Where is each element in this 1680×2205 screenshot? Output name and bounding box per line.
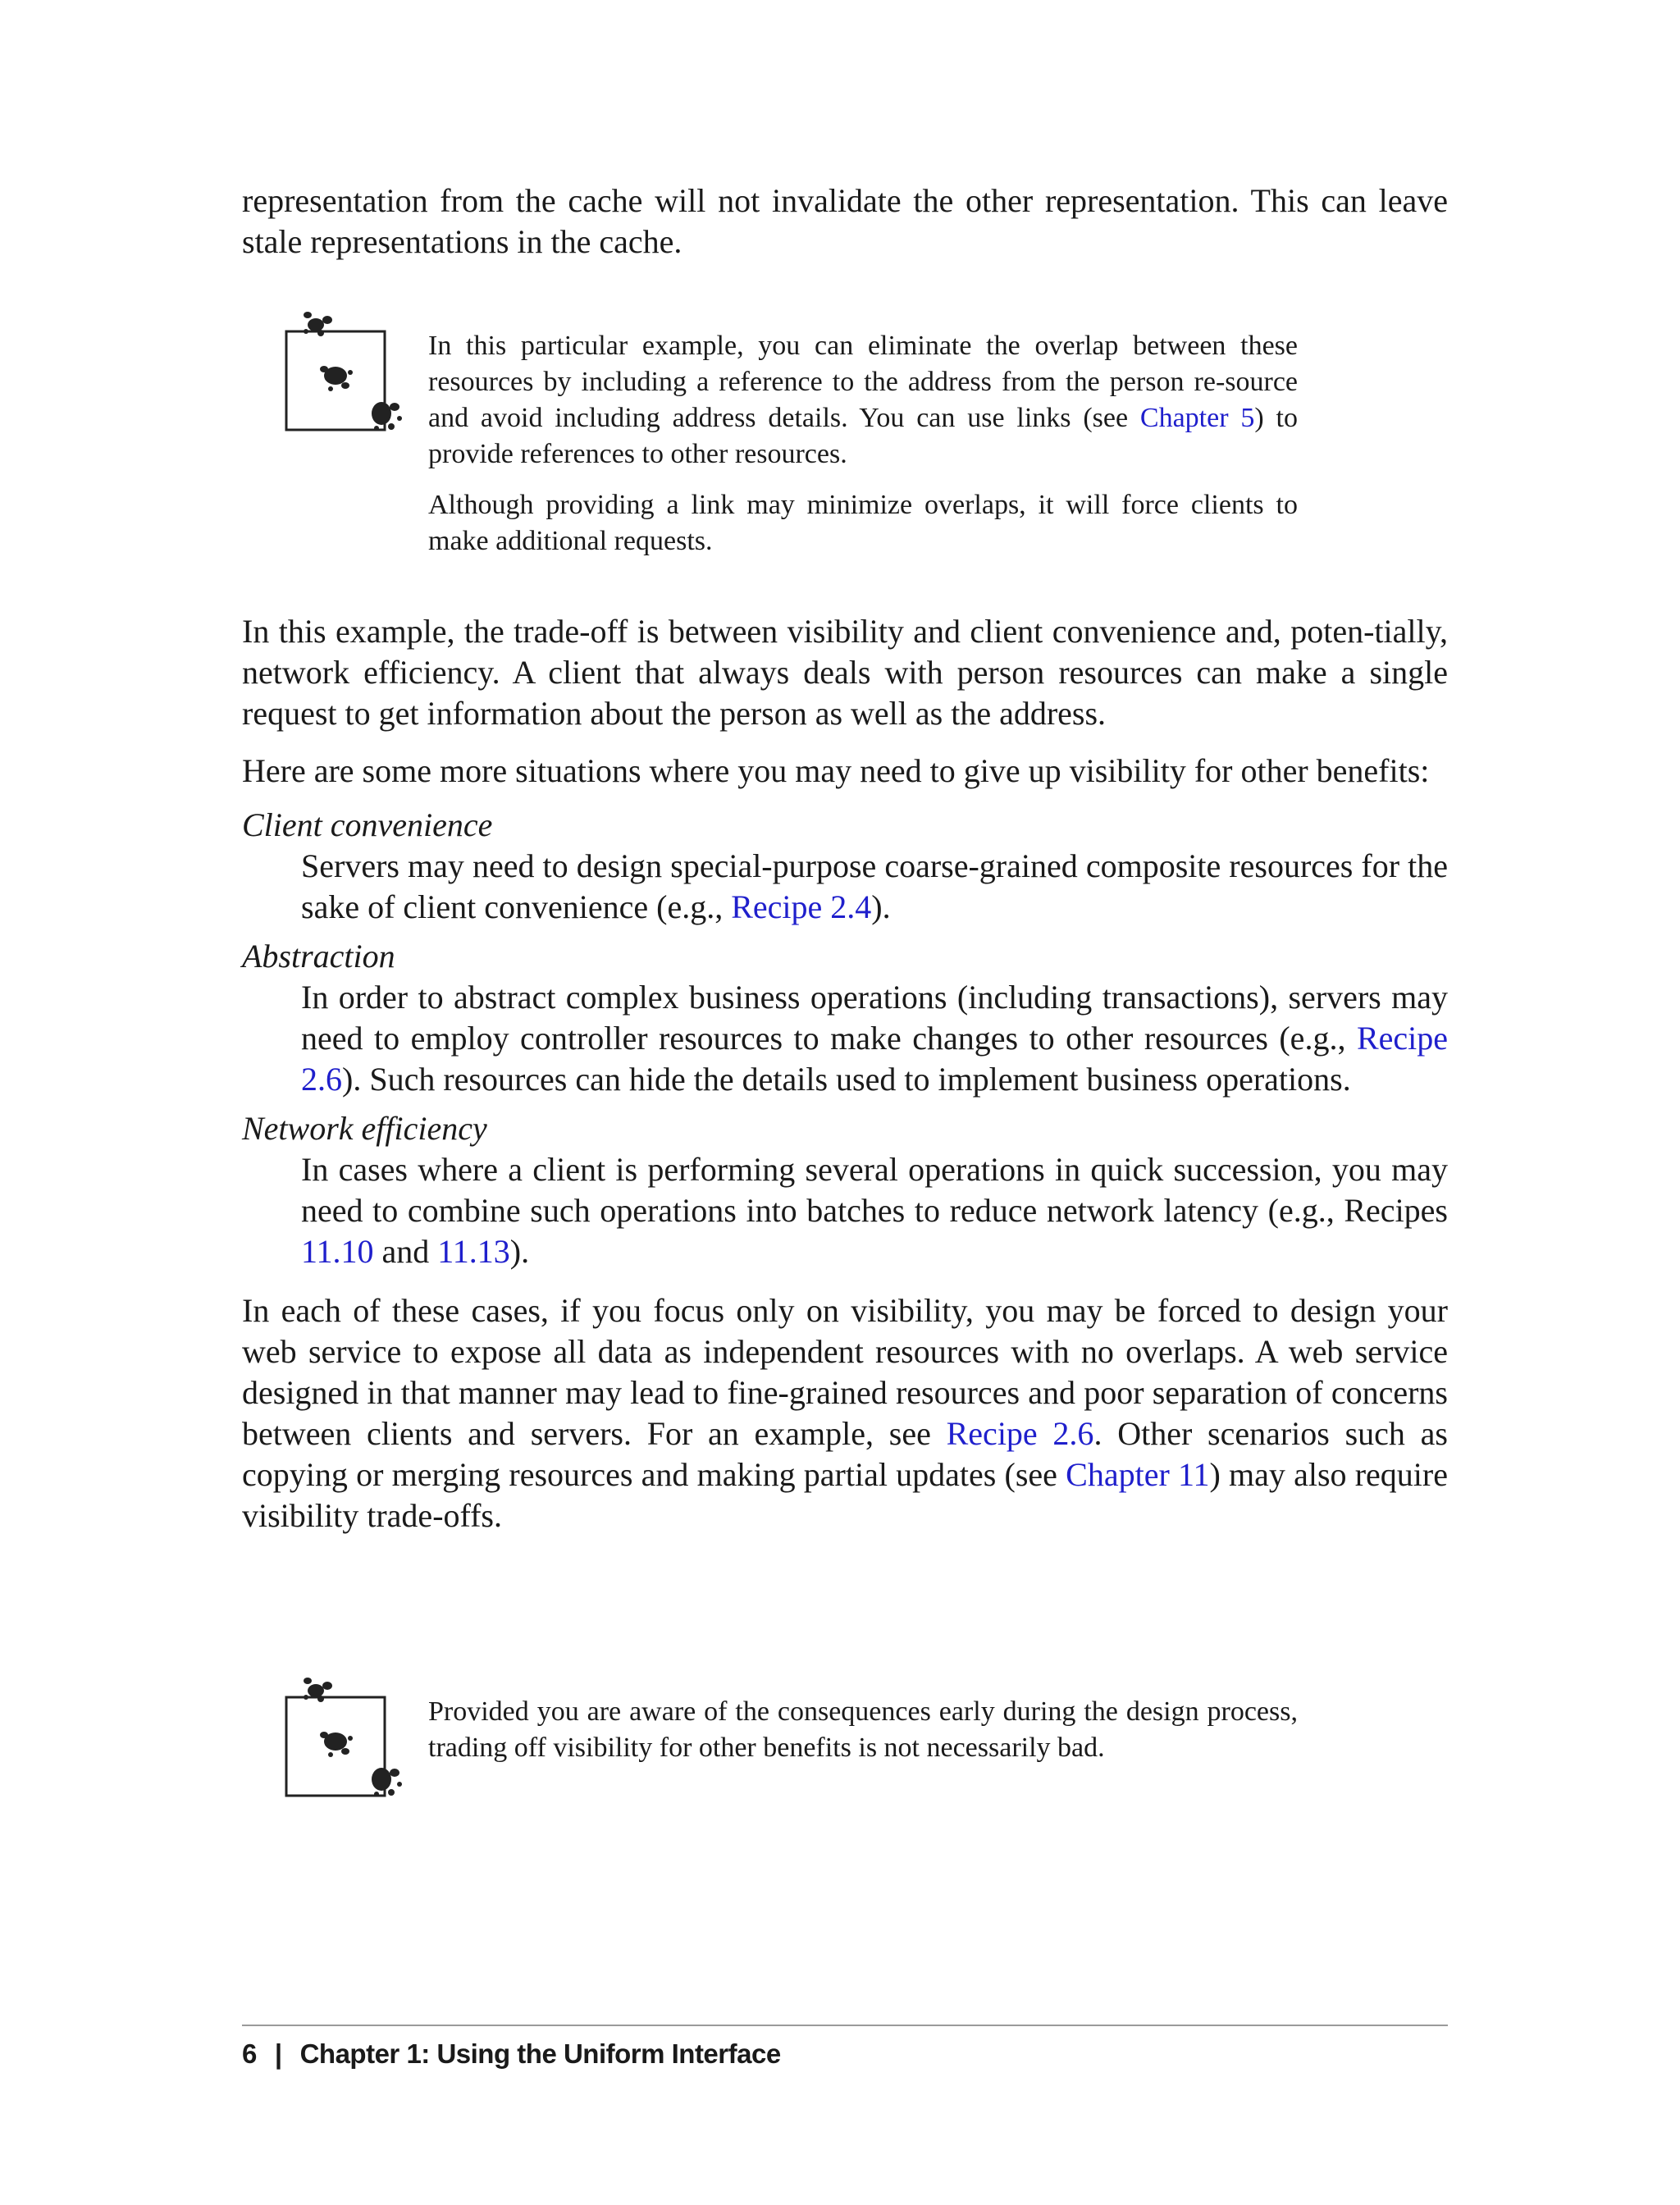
page-number: 6	[242, 2038, 257, 2069]
term-client-convenience: Client convenience	[242, 806, 493, 843]
page-footer	[242, 2036, 781, 2072]
trade-off-paragraph: In this example, the trade-off is between visibility and client convenience and, poten-tially, network efficiency. A client that always deals with person resources can make a single request to get information about the person as well as the address.	[242, 613, 1448, 732]
def-text-run: and	[373, 1233, 438, 1270]
link-recipe-2-6-b[interactable]: Recipe 2.6	[946, 1415, 1094, 1452]
tip-animal-icon	[285, 1669, 408, 1809]
note-tip-2-paragraph: Provided you are aware of the consequences early during the design process, trading off visibility for other benefits is not necessarily bad.	[428, 1696, 1298, 1763]
tip-animal-icon	[285, 304, 408, 443]
intro-paragraph: representation from the cache will not invalidate the other representation. This can leave stale representations in the cache.	[242, 182, 1448, 260]
term-network-efficiency: Network efficiency	[242, 1110, 487, 1147]
footer-rule	[242, 2025, 1448, 2026]
def-text-run: In cases where a client is performing several operations in quick succession, you may need to combine such operations into batches to reduce network latency (e.g., Recipes	[301, 1151, 1448, 1229]
note-tip-1-paragraph-2: Although providing a link may minimize overlaps, it will force clients to make additional requests.	[428, 490, 1298, 556]
situations-paragraph: Here are some more situations where you may need to give up visibility for other benefits:	[242, 752, 1430, 789]
def-text-run: ).	[871, 888, 891, 925]
def-text-run: Servers may need to design special-purpose coarse-grained composite resources for the sake of client convenience (e.g.,	[301, 847, 1448, 925]
note-tip-2-text	[428, 1694, 1298, 1766]
link-recipe-11-13[interactable]: 11.13	[437, 1233, 510, 1270]
def-text-run: In order to abstract complex business operations (including transactions), servers may need to employ controller resources to make changes to other resources (e.g.,	[301, 979, 1448, 1057]
para-text-run: . Other scenarios such as copying or merging resources and making partial updates (see	[242, 1415, 1448, 1493]
def-client-convenience	[301, 846, 1448, 928]
link-recipe-2-6[interactable]: Recipe 2.6	[301, 1020, 1448, 1098]
link-chapter-5[interactable]: Chapter 5	[1139, 403, 1255, 433]
def-text-run: ).	[509, 1233, 530, 1270]
footer-chapter-title: Chapter 1: Using the Uniform Interface	[299, 2038, 781, 2069]
link-recipe-2-4[interactable]: Recipe 2.4	[731, 888, 872, 925]
note-tip-1-paragraph-1	[428, 328, 1298, 472]
footer-separator: |	[274, 2038, 282, 2069]
cases-paragraph	[242, 1290, 1448, 1536]
benefits-list	[242, 805, 1448, 1272]
para-text-run: ) may also require visibility trade-offs.	[242, 1456, 1448, 1534]
def-text-run: ). Such resources can hide the details used to implement business operations.	[342, 1061, 1351, 1098]
def-abstraction	[301, 977, 1448, 1100]
para-text-run: In each of these cases, if you focus only on visibility, you may be forced to design your web service to expose all data as independent resources with no overlaps. A web service designed in that manner may lead to fine-grained resources and poor separation of concerns between clients and servers. For an example, see	[242, 1292, 1448, 1452]
note-tip-1-text	[428, 328, 1298, 559]
note-text-run: ) to provide references to other resources.	[428, 403, 1298, 469]
main-content	[242, 611, 1448, 1536]
note-text-run: In this particular example, you can eliminate the overlap between these resources by including a reference to the address from the person re-source and avoid including address details. You can use links (see	[428, 331, 1298, 433]
link-chapter-11[interactable]: Chapter 11	[1066, 1456, 1210, 1493]
def-network-efficiency	[301, 1149, 1448, 1272]
link-recipe-11-10[interactable]: 11.10	[301, 1233, 374, 1270]
term-abstraction: Abstraction	[242, 938, 395, 975]
